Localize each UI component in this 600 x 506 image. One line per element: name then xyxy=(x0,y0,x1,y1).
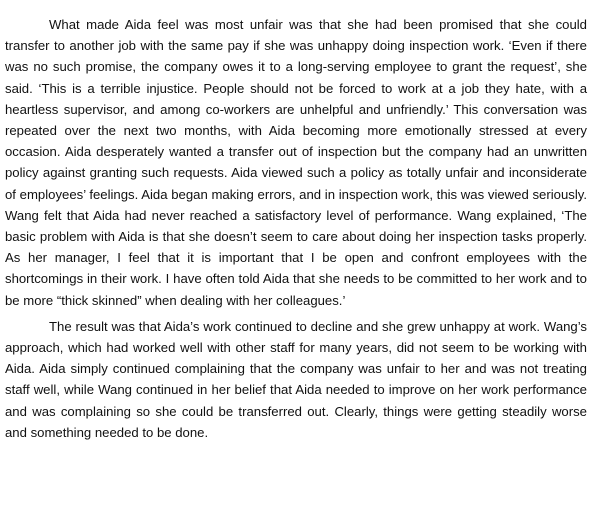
paragraph-1: What made Aida feel was most unfair was that she had been promised that she could transfer to another job with the same pay if she was unhappy doing inspection work. ‘Even if there was no such promise, the company owes it to a long-serving employee to grant the request’, she said. ‘This is a terrible injustice. People should not be forced to work at a job they hate, with a heartless supervisor, and among co-workers are unhelpful and unfriendly.’ This conversation was repeated over the next two months, with Aida becoming more emotionally stressed at every occasion. Aida desperately wanted a transfer out of inspection but the company had an unwritten policy against granting such requests. Aida viewed such a policy as totally unfair and inconsiderate of employees’ feelings. Aida began making errors, and in inspection work, this was viewed seriously. Wang felt that Aida had never reached a satisfactory level of performance. Wang explained, ‘The basic problem with Aida is that she doesn’t seem to care about doing her inspection tasks properly. As her manager, I feel that it is important that I be open and confront employees with the shortcomings in their work. I have often told Aida that she needs to be committed to her work and to be more “thick skinned” when dealing with her colleagues.’ xyxy=(5,17,587,308)
paragraph-2: The result was that Aida’s work continued to decline and she grew unhappy at work. Wang’s approach, which had worked well with other staff for many years, did not seem to be working with Aida. Aida simply continued complaining that the company was unfair to her and was not treating staff well, while Wang continued in her belief that Aida needed to improve on her work performance and was complaining so she could be transferred out. Clearly, things were getting steadily worse and something needed to be done. xyxy=(5,318,587,440)
document-page xyxy=(5,14,587,443)
